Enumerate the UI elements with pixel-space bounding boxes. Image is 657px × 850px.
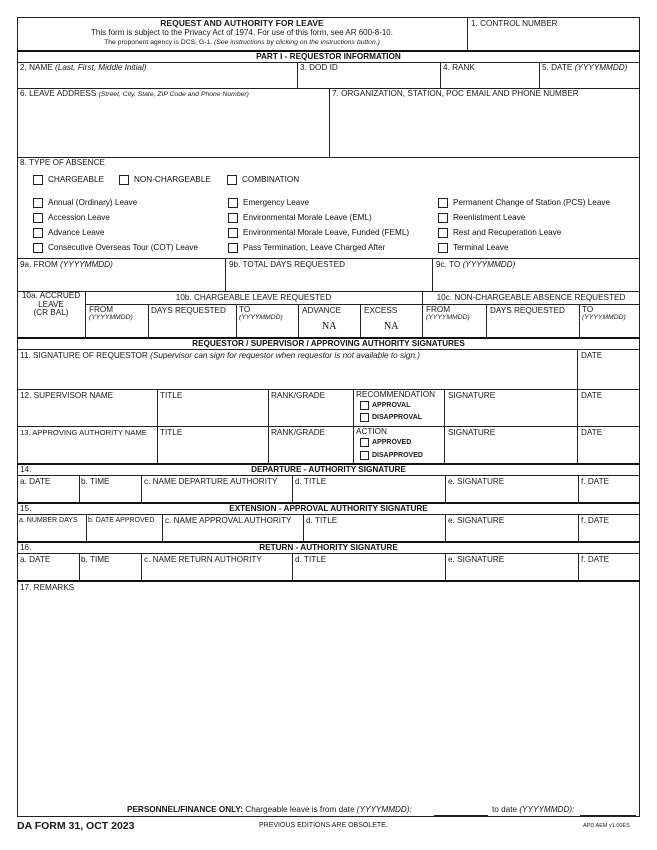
chargeable-label: CHARGEABLE xyxy=(48,175,104,184)
supervisor-name-label: 12. SUPERVISOR NAME xyxy=(20,391,114,400)
extension-signature-input[interactable] xyxy=(446,527,577,540)
control-number-input[interactable] xyxy=(468,30,639,49)
approving-rank-input[interactable] xyxy=(269,439,352,462)
pcs-leave-checkbox[interactable] xyxy=(438,198,448,208)
return-date-input[interactable] xyxy=(18,566,78,579)
advance-value: NA xyxy=(322,321,337,332)
divider xyxy=(85,304,640,305)
action-label: ACTION xyxy=(356,427,387,436)
divider xyxy=(17,580,640,582)
approving-date-input[interactable] xyxy=(578,439,639,462)
divider xyxy=(17,426,640,427)
absence-type-label: 8. TYPE OF ABSENCE xyxy=(20,158,105,167)
rank-input[interactable] xyxy=(441,73,539,87)
requestor-signature-label: 11. SIGNATURE OF REQUESTOR (Supervisor can sign for requestor when requestor is not available to sign.) xyxy=(20,351,420,360)
noncharge-from-input[interactable] xyxy=(423,322,485,336)
disapproved-label: DISAPPROVED xyxy=(372,452,423,459)
approving-name-label: 13. APPROVING AUTHORITY NAME xyxy=(20,428,147,437)
departure-signature-label: e. SIGNATURE xyxy=(448,477,505,486)
to-label: 9c. TO (YYYYMMDD) xyxy=(436,260,516,269)
version-label: APD AEM v1.00ES xyxy=(583,823,630,829)
departure-title: DEPARTURE - AUTHORITY SIGNATURE xyxy=(251,465,406,474)
non-chargeable-checkbox[interactable] xyxy=(119,175,129,185)
departure-title-label: d. TITLE xyxy=(295,477,327,486)
non-chargeable-label: NON-CHARGEABLE xyxy=(134,175,211,184)
date-input[interactable] xyxy=(540,73,639,87)
supervisor-title-input[interactable] xyxy=(158,402,267,425)
chargeable-checkbox[interactable] xyxy=(33,175,43,185)
remarks-input[interactable] xyxy=(18,594,639,799)
part1-title: PART I - REQUESTOR INFORMATION xyxy=(256,52,401,61)
nc-to-label: TO (YYYYMMDD) xyxy=(582,305,626,321)
eml-label: Environmental Morale Leave (EML) xyxy=(243,213,372,222)
approval-label: APPROVAL xyxy=(372,402,411,409)
obsolete-notice: PREVIOUS EDITIONS ARE OBSOLETE. xyxy=(259,822,388,829)
pcs-leave-label: Permanent Change of Station (PCS) Leave xyxy=(453,198,611,207)
advance-leave-checkbox[interactable] xyxy=(33,228,43,238)
supervisor-date-label: DATE xyxy=(581,391,603,400)
return-title-input[interactable] xyxy=(293,566,444,579)
disapproved-checkbox[interactable] xyxy=(360,451,369,460)
departure-fdate-label: f. DATE xyxy=(581,477,610,486)
excess-value: NA xyxy=(384,321,399,332)
supervisor-name-input[interactable] xyxy=(18,402,156,425)
requestor-date-input[interactable] xyxy=(578,362,639,388)
disapproval-label: DISAPPROVAL xyxy=(372,414,423,421)
departure-authority-label: c. NAME DEPARTURE AUTHORITY xyxy=(144,477,278,486)
accession-leave-checkbox[interactable] xyxy=(33,213,43,223)
remarks-label: 17. REMARKS xyxy=(20,583,75,592)
departure-fdate-input[interactable] xyxy=(579,488,639,501)
emergency-leave-label: Emergency Leave xyxy=(243,198,309,207)
chargeable-days-input[interactable] xyxy=(149,322,235,336)
emergency-leave-checkbox[interactable] xyxy=(228,198,238,208)
approving-signature-label: SIGNATURE xyxy=(448,428,496,437)
eml-checkbox[interactable] xyxy=(228,213,238,223)
extension-title: EXTENSION - APPROVAL AUTHORITY SIGNATURE xyxy=(229,504,428,513)
cot-leave-label: Consecutive Overseas Tour (COT) Leave xyxy=(48,243,199,252)
extension-days-input[interactable] xyxy=(18,527,85,540)
approved-checkbox[interactable] xyxy=(360,438,369,447)
departure-number: 14. xyxy=(20,465,32,474)
departure-date-input[interactable] xyxy=(18,488,78,501)
rr-leave-checkbox[interactable] xyxy=(438,228,448,238)
extension-date-approved-input[interactable] xyxy=(87,527,161,540)
advance-leave-label: Advance Leave xyxy=(48,228,105,237)
departure-authority-input[interactable] xyxy=(142,488,291,501)
terminal-leave-label: Terminal Leave xyxy=(453,243,509,252)
disapproval-checkbox[interactable] xyxy=(360,413,369,422)
return-authority-input[interactable] xyxy=(142,566,291,579)
departure-time-input[interactable] xyxy=(80,488,140,501)
extension-authority-input[interactable] xyxy=(163,527,302,540)
requestor-date-label: DATE xyxy=(581,351,603,360)
divider xyxy=(17,157,640,158)
instructions-link[interactable]: (See instructions by clicking on the instructions button.) xyxy=(214,39,380,46)
approving-title-input[interactable] xyxy=(158,439,267,462)
supervisor-date-input[interactable] xyxy=(578,402,639,425)
return-fdate-label: f. DATE xyxy=(581,555,610,564)
nc-from-label: FROM (YYYYMMDD) xyxy=(426,305,470,321)
chargeable-title: 10b. CHARGEABLE LEAVE REQUESTED xyxy=(175,293,332,302)
supervisor-signature-input[interactable] xyxy=(445,402,576,425)
pass-termination-checkbox[interactable] xyxy=(228,243,238,253)
return-signature-input[interactable] xyxy=(446,566,577,579)
approving-title-label: TITLE xyxy=(160,428,183,437)
divider xyxy=(17,291,640,292)
dodid-label: 3. DOD ID xyxy=(300,63,338,72)
divider xyxy=(17,514,640,515)
privacy-notice: This form is subject to the Privacy Act of 1974. For use of this form, see AR 600-8-10. xyxy=(91,28,393,37)
terminal-leave-checkbox[interactable] xyxy=(438,243,448,253)
total-days-input[interactable] xyxy=(226,270,432,290)
cot-leave-checkbox[interactable] xyxy=(33,243,43,253)
chargeable-from-date-input[interactable] xyxy=(434,806,488,816)
control-number-label: 1. CONTROL NUMBER xyxy=(471,19,558,28)
approving-signature-input[interactable] xyxy=(445,439,576,462)
form-title: REQUEST AND AUTHORITY FOR LEAVE xyxy=(160,18,324,28)
divider xyxy=(17,553,640,554)
rank-label: 4. RANK xyxy=(443,63,475,72)
extension-fdate-input[interactable] xyxy=(579,527,639,540)
personnel-finance-note: PERSONNEL/FINANCE ONLY: Chargeable leave is from date (YYYYMMDD): xyxy=(127,805,412,814)
supervisor-rank-label: RANK/GRADE xyxy=(271,391,326,400)
from-label: 9a. FROM (YYYYMMDD) xyxy=(20,260,113,269)
extension-title-input[interactable] xyxy=(304,527,444,540)
accrued-leave-label: 10a. ACCRUED LEAVE (CR BAL) xyxy=(21,291,81,317)
chg-days-label: DAYS REQUESTED xyxy=(151,306,226,315)
divider xyxy=(298,304,299,337)
address-input[interactable] xyxy=(18,100,328,156)
reenlistment-leave-checkbox[interactable] xyxy=(438,213,448,223)
reenlistment-leave-label: Reenlistment Leave xyxy=(453,213,526,222)
from-date-input[interactable] xyxy=(18,270,224,290)
divider xyxy=(17,475,640,476)
form-id: DA FORM 31, OCT 2023 xyxy=(17,820,135,832)
return-number: 16. xyxy=(20,543,32,552)
extension-date-approved-label: b. DATE APPROVED xyxy=(88,517,155,524)
return-fdate-input[interactable] xyxy=(579,566,639,579)
approved-label: APPROVED xyxy=(372,439,412,446)
extension-fdate-label: f. DATE xyxy=(581,516,610,525)
pass-termination-label: Pass Termination, Leave Charged After xyxy=(243,243,386,252)
chg-to-label: TO (YYYYMMDD) xyxy=(239,305,283,321)
organization-input[interactable] xyxy=(330,100,639,156)
accession-leave-label: Accession Leave xyxy=(48,213,110,222)
extension-authority-label: c. NAME APPROVAL AUTHORITY xyxy=(165,516,292,525)
annual-leave-label: Annual (Ordinary) Leave xyxy=(48,198,138,207)
approval-checkbox[interactable] xyxy=(360,401,369,410)
departure-time-label: b. TIME xyxy=(81,477,110,486)
date-label: 5. DATE (YYYYMMDD) xyxy=(542,63,628,72)
address-label: 6. LEAVE ADDRESS (Street, City, State, ZIP Code and Phone Number) xyxy=(20,89,249,98)
approving-name-input[interactable] xyxy=(18,439,156,462)
name-label: 2. NAME (Last, First, Middle Initial) xyxy=(20,63,147,72)
chargeable-from-input[interactable] xyxy=(86,322,147,336)
dodid-input[interactable] xyxy=(298,73,440,87)
combination-label: COMBINATION xyxy=(242,175,300,184)
departure-title-input[interactable] xyxy=(293,488,444,501)
return-time-input[interactable] xyxy=(80,566,140,579)
divider xyxy=(17,389,640,390)
to-date-note: to date (YYYYMMDD): xyxy=(492,805,575,814)
return-authority-label: c. NAME RETURN AUTHORITY xyxy=(144,555,262,564)
to-date-input[interactable] xyxy=(433,270,639,290)
noncharge-title: 10c. NON-CHARGEABLE ABSENCE REQUESTED xyxy=(436,293,626,302)
name-input[interactable] xyxy=(18,73,296,87)
supervisor-rank-input[interactable] xyxy=(269,402,352,425)
return-signature-label: e. SIGNATURE xyxy=(448,555,505,564)
extension-signature-label: e. SIGNATURE xyxy=(448,516,505,525)
accrued-leave-input[interactable] xyxy=(18,318,84,336)
return-title: RETURN - AUTHORITY SIGNATURE xyxy=(259,543,398,552)
feml-checkbox[interactable] xyxy=(228,228,238,238)
departure-date-label: a. DATE xyxy=(20,477,51,486)
chargeable-to-date-input[interactable] xyxy=(580,806,636,816)
approving-rank-label: RANK/GRADE xyxy=(271,428,326,437)
rr-leave-label: Rest and Recuperation Leave xyxy=(453,228,562,237)
noncharge-days-input[interactable] xyxy=(487,322,578,336)
chg-from-label: FROM (YYYYMMDD) xyxy=(89,305,133,321)
annual-leave-checkbox[interactable] xyxy=(33,198,43,208)
extension-days-label: a. NUMBER DAYS xyxy=(19,517,78,524)
total-days-label: 9b. TOTAL DAYS REQUESTED xyxy=(229,260,346,269)
organization-label: 7. ORGANIZATION, STATION, POC EMAIL AND PHONE NUMBER xyxy=(332,89,579,98)
feml-label: Environmental Morale Leave, Funded (FEML) xyxy=(243,228,410,237)
recommendation-label: RECOMMENDATION xyxy=(356,390,435,399)
departure-signature-input[interactable] xyxy=(446,488,577,501)
divider xyxy=(360,304,361,337)
extension-number: 15. xyxy=(20,504,32,513)
noncharge-to-input[interactable] xyxy=(580,322,639,336)
extension-title-label: d. TITLE xyxy=(306,516,338,525)
signatures-title: REQUESTOR / SUPERVISOR / APPROVING AUTHORITY SIGNATURES xyxy=(192,339,465,348)
excess-label: EXCESS xyxy=(364,306,398,315)
divider xyxy=(17,349,640,350)
supervisor-signature-label: SIGNATURE xyxy=(448,391,496,400)
requestor-signature-input[interactable] xyxy=(18,362,576,388)
supervisor-title-label: TITLE xyxy=(160,391,183,400)
advance-label: ADVANCE xyxy=(302,306,341,315)
proponent-notice: The proponent agency is DCS, G-1. (See instructions by clicking on the instructions button.) xyxy=(104,39,380,46)
nc-days-label: DAYS REQUESTED xyxy=(490,306,565,315)
combination-checkbox[interactable] xyxy=(227,175,237,185)
chargeable-to-input[interactable] xyxy=(237,322,297,336)
return-time-label: b. TIME xyxy=(81,555,110,564)
return-title-label: d. TITLE xyxy=(295,555,327,564)
approving-date-label: DATE xyxy=(581,428,603,437)
return-date-label: a. DATE xyxy=(20,555,51,564)
divider xyxy=(17,258,640,259)
